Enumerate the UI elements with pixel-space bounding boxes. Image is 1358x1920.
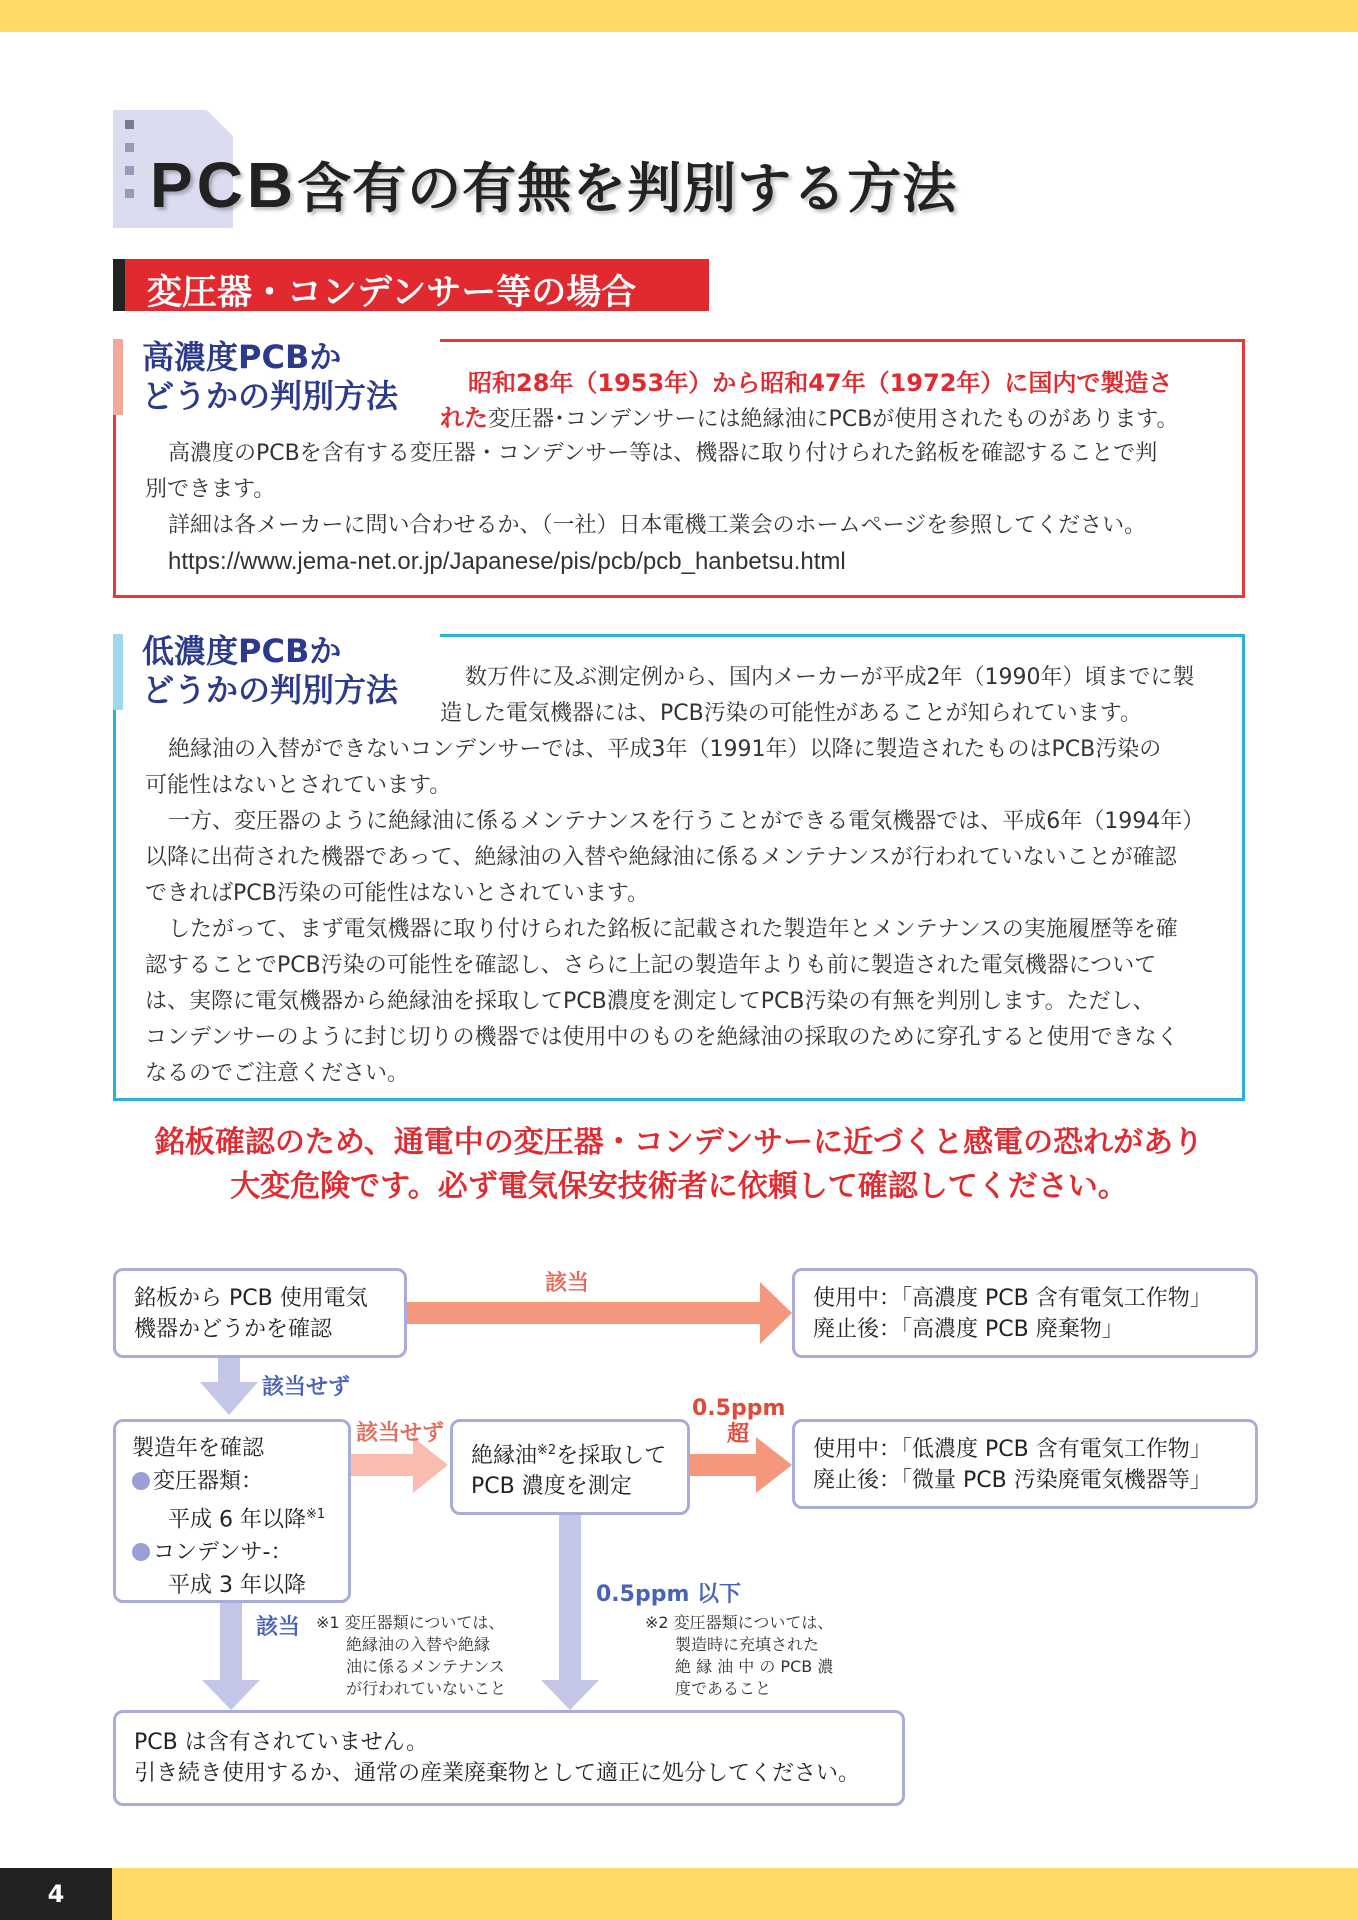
section-heading-accent [113,259,125,311]
low-line: 認することでPCB汚染の可能性を確認し、さらに上記の製造年よりも前に製造された電気機器について [145,953,1157,978]
flow-final-result-line2: 引き続き使用するか、通常の産業廃棄物として適正に処分してください。 [134,1761,861,1786]
flow-manufacture-year-line4 [132,1536,332,1569]
high-heading [142,338,398,416]
bullet-icon [132,1543,150,1561]
top-color-bar [0,0,1358,32]
low-line: 一方、変圧器のように絶縁油に係るメンテナンスを行うことができる電気機器では、平成6年（1994年） [168,809,1205,834]
high-heading-line2: どうかの判別方法 [142,377,399,415]
label-applicable-2: 該当 [256,1615,301,1640]
arrow-over-shaft [688,1454,758,1476]
flow-manufacture-year-line2 [132,1465,332,1498]
low-line: 以降に出荷された機器であって、絶縁油の入替や絶縁油に係るメンテナンスが行われていないことが確認 [145,845,1177,870]
footnote-1-line: 油に係るメンテナンス [346,1657,505,1676]
flow-measure-line1b: を採取して [556,1443,667,1469]
flow-measure-line1a: 絶縁油 [471,1443,538,1469]
label-applicable-1: 該当 [545,1271,590,1296]
bullet-icon [132,1472,150,1490]
arrow-not-applicable-down-head [200,1382,258,1415]
flow-nameplate-check [113,1268,407,1358]
flow-measure-line2: PCB 濃度を測定 [471,1474,632,1500]
high-para2-line2: 別できます。 [145,477,276,502]
arrow-not-applicable-down-shaft [218,1356,240,1384]
low-line: コンデンサーのように封じ切りの機器では使用中のものを絶縁油の採取のために穿孔すると使用できなく [145,1025,1179,1050]
flow-result-low-line1: 使用中：「低濃度 PCB 含有電気工作物」 [813,1437,1212,1462]
high-url[interactable]: https://www.jema-net.or.jp/Japanese/pis/pcb/pcb_hanbetsu.html [168,548,846,575]
low-line: 絶縁油の入替ができないコンデンサーでは、平成3年（1991年）以降に製造されたものはPCB汚染の [168,737,1162,762]
low-heading-line1: 低濃度PCBか [142,632,342,670]
high-emphasis-a: 昭和28年（1953年）から昭和47年（1972年）に国内で製造さ [468,369,1173,397]
low-heading-mark [113,634,123,710]
footnote-2-line: 絶 縁 油 中 の PCB 濃 [675,1657,834,1676]
label-not-applicable-2: 該当せず [356,1421,445,1446]
arrow-under-head [541,1680,599,1710]
high-para1-rest: 変圧器･コンデンサーには絶縁油にPCBが使用されたものがあります。 [488,407,1179,432]
arrow-applicable-down-shaft [220,1602,242,1682]
flow-result-low [792,1419,1258,1509]
footnote-ref-2: ※2 [537,1443,557,1458]
footnote-2 [645,1612,833,1700]
bottom-color-bar [0,1868,1358,1920]
flow-capacitor-label: コンデンサ-： [153,1540,293,1566]
low-line: 数万件に及ぶ測定例から、国内メーカーが平成2年（1990年）頃までに製 [465,665,1195,690]
high-para2-line1: 高濃度のPCBを含有する変圧器・コンデンサー等は、機器に取り付けられた銘板を確認することで判 [168,441,1158,466]
flow-result-high-line1: 使用中：「高濃度 PCB 含有電気工作物」 [813,1286,1212,1311]
high-para1-line1 [468,365,1172,403]
section-heading: 変圧器・コンデンサー等の場合 [147,273,637,313]
flow-measure-concentration [450,1419,690,1515]
label-over-threshold [692,1396,784,1448]
low-heading-line2: どうかの判別方法 [142,671,399,709]
footnote-1-line: が行われていないこと [346,1679,507,1698]
footnote-2-line: ※2 変圧器類については、 [645,1613,834,1632]
page-number: 4 [0,1868,112,1920]
footnote-1-line: 絶縁油の入替や絶縁 [346,1635,491,1654]
footnote-1-line: ※1 変圧器類については、 [316,1613,505,1632]
flow-nameplate-check-line2: 機器かどうかを確認 [134,1317,333,1342]
flow-manufacture-year-line3 [132,1498,332,1536]
flow-final-result [113,1710,905,1806]
flow-nameplate-check-line1: 銘板から PCB 使用電気 [134,1286,368,1311]
flow-measure-line1 [471,1435,669,1471]
safety-warning-line1: 銘板確認のため、通電中の変圧器・コンデンサーに近づくと感電の恐れがあり [154,1125,1204,1160]
flow-manufacture-year [113,1419,351,1603]
flow-transformer-label: 変圧器類： [153,1469,264,1494]
low-heading [142,632,398,710]
high-heading-line1: 高濃度PCBか [142,338,342,376]
arrow-not-applicable-right-shaft [350,1454,415,1476]
flow-result-high [792,1268,1258,1358]
label-over-threshold-line1: 0.5ppm [692,1396,786,1421]
label-over-threshold-line2: 超 [726,1422,749,1447]
page-title [150,146,957,223]
label-not-applicable-1: 該当せず [262,1375,351,1400]
flow-result-high-line2: 廃止後：「高濃度 PCB 廃棄物」 [813,1317,1124,1342]
footnote-1 [316,1612,506,1700]
safety-warning-line2: 大変危険です。必ず電気保安技術者に依頼して確認してください。 [230,1169,1128,1204]
title-decoration-dots [125,120,135,212]
footnote-ref-1: ※1 [305,1507,326,1522]
high-heading-mark [113,339,123,415]
footnote-2-line: 製造時に充填された [675,1635,820,1654]
arrow-applicable-head [760,1282,792,1344]
arrow-applicable-shaft [405,1302,765,1324]
section-heading-bar [113,259,709,311]
arrow-under-shaft [559,1513,581,1683]
label-under-threshold: 0.5ppm 以下 [596,1582,742,1607]
page-title-prefix: PCB [150,149,298,221]
flow-capacitor-year: 平成 3 年以降 [168,1573,306,1599]
flow-transformer-year: 平成 6 年以降 [168,1507,306,1533]
high-para1-line2 [440,400,1179,438]
low-line: したがって、まず電気機器に取り付けられた銘板に記載された製造年とメンテナンスの実施履歴等を確 [168,917,1178,942]
footnote-2-line: 度であること [675,1679,772,1698]
safety-warning [113,1121,1245,1209]
flow-final-result-line1: PCB は含有されていません。 [134,1730,429,1755]
flow-manufacture-year-line1: 製造年を確認 [132,1436,265,1461]
high-para3: 詳細は各メーカーに問い合わせるか、（一社）日本電機工業会のホームページを参照してください。 [168,513,1147,538]
flow-result-low-line2: 廃止後：「微量 PCB 汚染廃電気機器等」 [813,1468,1212,1493]
low-line: は、実際に電気機器から絶縁油を採取してPCB濃度を測定してPCB汚染の有無を判別します。ただし、 [145,989,1155,1014]
high-emphasis-b: れた [440,404,488,432]
low-line: なるのでご注意ください。 [145,1061,410,1086]
low-line: 可能性はないとされています。 [145,773,452,798]
low-line: できればPCB汚染の可能性はないとされています。 [145,881,649,906]
arrow-applicable-down-head [202,1680,260,1710]
page-title-rest: 含有の有無を判別する方法 [297,157,958,220]
low-line: 造した電気機器には、PCB汚染の可能性があることが知られています。 [440,701,1142,726]
